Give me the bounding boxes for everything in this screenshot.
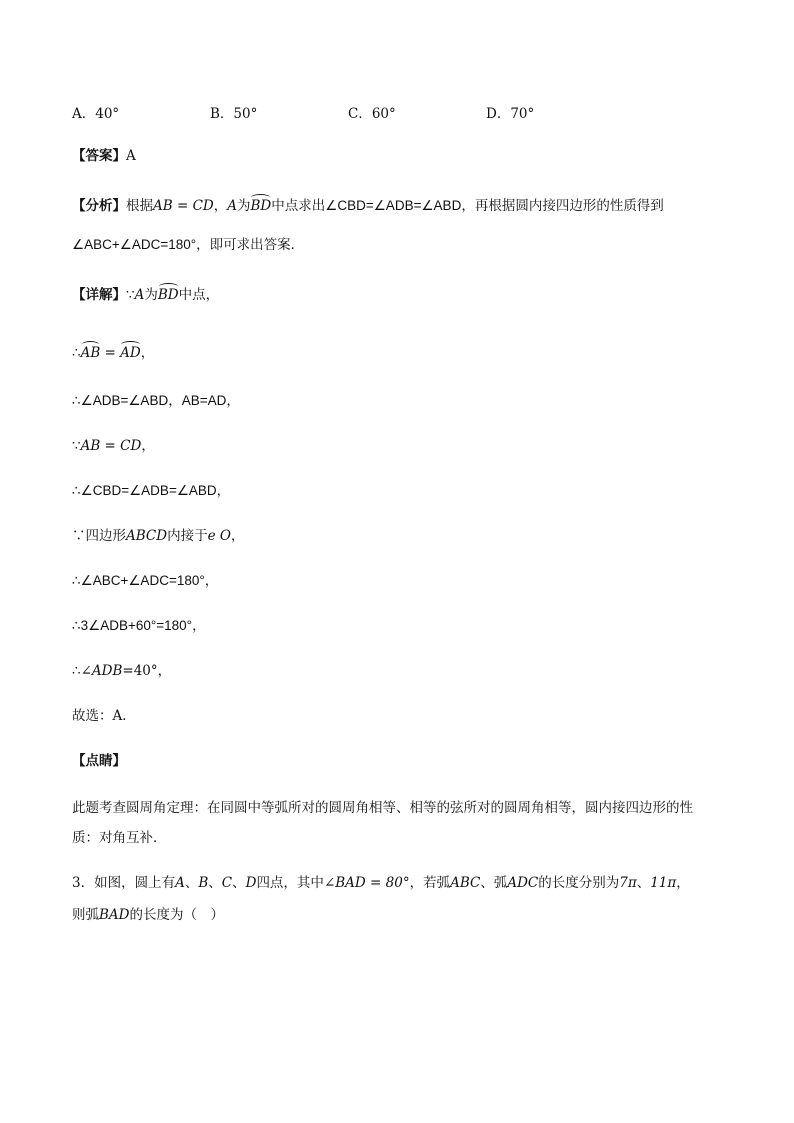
answer-label: 【答案】: [72, 148, 126, 164]
detail-line-2: [72, 344, 154, 362]
question-text: 、弧: [480, 875, 508, 891]
quadrilateral-label: ABCD: [126, 528, 168, 544]
arc-length-value: 11π: [650, 875, 677, 891]
analysis-label: 【分析】: [72, 198, 126, 214]
arc-name: ADC: [507, 875, 539, 891]
detail-line-1: [72, 286, 219, 304]
detail-line-9: [72, 662, 171, 680]
detail-line-6: [72, 527, 244, 545]
detail-text: =40°，: [122, 663, 172, 679]
detail-line-5: ∴∠CBD=∠ADB=∠ABD，: [72, 483, 231, 498]
question-text: 的长度为（ ）: [129, 907, 224, 923]
question-text: 的长度分别为: [538, 875, 620, 891]
comment-line-2: 质：对角互补．: [72, 830, 167, 846]
separator: 、: [232, 875, 246, 891]
separator: 、: [184, 875, 199, 891]
choice-d: D．70°: [486, 106, 535, 122]
angle-expression: ∠ADB: [80, 663, 123, 679]
detail-text: ，: [140, 345, 155, 361]
arc-label: AB: [80, 345, 101, 361]
separator: ，: [676, 875, 690, 891]
point-label: A: [175, 875, 185, 891]
detail-text: ，: [230, 528, 245, 544]
therefore-symbol: ∴: [72, 345, 81, 361]
answer-line: [72, 147, 136, 165]
arc-name: ABC: [450, 875, 481, 891]
point-label: D: [245, 875, 257, 891]
detail-line-10: 故选：A．: [72, 708, 136, 724]
separator: ，: [213, 198, 228, 214]
comment-label-line: [72, 752, 126, 770]
analysis-text: 根据: [126, 198, 153, 214]
math-expression: AB = CD: [153, 198, 214, 214]
therefore-symbol: ∴: [72, 663, 81, 679]
question-text: 3．如图，圆上有: [72, 875, 176, 891]
math-expression: AB = CD: [80, 438, 142, 454]
analysis-line-1: [72, 197, 664, 215]
detail-text: 中点，: [178, 287, 220, 303]
question-text: 则弧: [72, 907, 99, 923]
detail-text: 为: [144, 287, 158, 303]
point-label: A: [227, 198, 237, 214]
analysis-line-2: ∠ABC+∠ADC=180°，即可求出答案．: [72, 237, 305, 252]
choice-b: B．50°: [210, 106, 258, 122]
separator: 、: [208, 875, 222, 891]
equals: =: [100, 345, 121, 361]
detail-label: 【详解】: [72, 287, 126, 303]
point-label: C: [221, 875, 233, 891]
separator: 、: [636, 875, 651, 891]
comment-label: 【点睛】: [72, 753, 126, 769]
point-label: B: [198, 875, 209, 891]
comment-line-1: 此题考查圆周角定理：在同圆中等弧所对的圆周角相等、相等的弦所对的圆周角相等，圆内接四边形的性: [72, 800, 693, 816]
choice-c: C．60°: [348, 106, 396, 122]
question-text: ，若弧: [409, 875, 451, 891]
detail-line-4: [72, 437, 155, 455]
because-symbol: ∵: [126, 287, 135, 303]
detail-line-8: ∴3∠ADB+60°=180°，: [72, 618, 206, 633]
circle-label: e O: [207, 528, 231, 544]
answer-value: A: [126, 148, 136, 164]
angle-expression: ∠BAD = 80°: [323, 875, 410, 891]
question-text: 四点，其中: [256, 875, 324, 891]
detail-text: 内接于: [167, 528, 208, 544]
arc-label: AD: [120, 345, 141, 361]
detail-text: ，: [141, 438, 155, 454]
arc-length-value: 7π: [619, 875, 637, 891]
analysis-text: 为: [236, 198, 251, 214]
analysis-text: 中点求出∠CBD=∠ADB=∠ABD，再根据圆内接四边形的性质得到: [271, 198, 664, 213]
choice-a: A．40°: [72, 106, 120, 122]
because-symbol: ∵: [72, 438, 81, 454]
arc-label: BD: [157, 287, 179, 303]
detail-line-7: ∴∠ABC+∠ADC=180°，: [72, 573, 219, 588]
arc-name: BAD: [99, 907, 130, 923]
detail-text: ∵四边形: [72, 528, 126, 544]
question-3-line-2: [72, 906, 224, 924]
question-3-line-1: [72, 874, 690, 892]
point-label: A: [134, 287, 145, 303]
arc-label: BD: [250, 198, 272, 214]
detail-line-3: ∴∠ADB=∠ABD，AB=AD，: [72, 393, 240, 408]
